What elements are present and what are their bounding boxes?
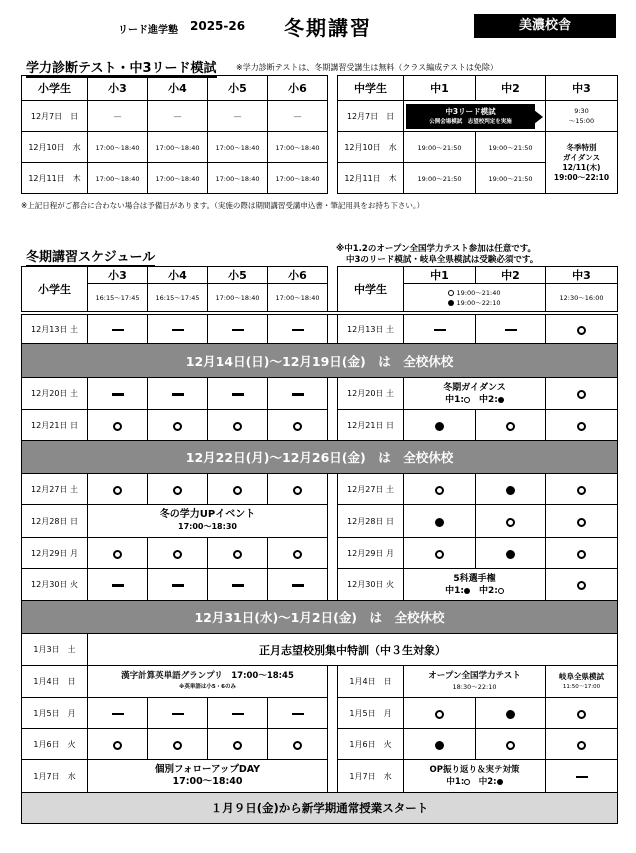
schedule-date: 12月13日 土 [338, 315, 404, 344]
schedule-time-sho3: 16:15～17:45 [88, 284, 148, 312]
closure-banner-2: 12月22日(月)～12月26日(金) は 全校休校 [22, 441, 618, 474]
schedule-date: 12月28日 日 [22, 505, 88, 538]
dash-mark [268, 698, 328, 729]
schedule-date: 1月7日 水 [338, 760, 404, 793]
schedule-grade-sho5: 小5 [208, 267, 268, 284]
schedule-elem-label: 小学生 [22, 267, 88, 312]
test-grade-sho5: 小5 [208, 76, 268, 101]
open-circle-icon [546, 569, 618, 601]
op-review-event: OP振り返り＆実テ対策 中1: 中2: [404, 760, 546, 793]
dash-mark [148, 698, 208, 729]
dash-mark [476, 315, 546, 344]
test-gap [328, 132, 338, 163]
open-circle-icon [546, 505, 618, 538]
open-circle-icon [546, 538, 618, 569]
test-cell: — [208, 101, 268, 132]
guidance-title: 冬季特別 ガイダンス [562, 142, 601, 162]
test-grade-sho3: 小3 [88, 76, 148, 101]
lead-mock-title: 中3リード模試 [445, 106, 496, 116]
test-cell: 17:00～18:40 [208, 163, 268, 194]
schedule-gap [328, 729, 338, 760]
filled-circle-icon [476, 698, 546, 729]
test-grade-sho4: 小4 [148, 76, 208, 101]
open-circle-icon [88, 410, 148, 441]
closure-banner-3: 12月31日(水)～1月2日(金) は 全校休校 [22, 601, 618, 634]
schedule-grade-sho4: 小4 [148, 267, 208, 284]
open-circle-icon [208, 538, 268, 569]
dash-mark [88, 378, 148, 410]
open-circle-icon [546, 410, 618, 441]
test-cell: 17:00～18:40 [88, 132, 148, 163]
open-circle-icon [268, 410, 328, 441]
schedule-gap [328, 378, 338, 410]
schedule-grade-chu1: 中1 [404, 267, 476, 284]
test-section-note: ※学力診断テストは、冬期講習受講生は無料（クラス編成テストは免除） [236, 63, 498, 72]
open-circle-icon [268, 729, 328, 760]
schedule-date: 12月20日 土 [338, 378, 404, 410]
test-elem-label: 小学生 [22, 76, 88, 101]
open-circle-icon [448, 290, 454, 296]
schedule-date: 1月4日 日 [22, 666, 88, 698]
schedule-date: 1月5日 月 [22, 698, 88, 729]
schedule-gap [328, 474, 338, 505]
page-title: 冬期講習 [284, 16, 372, 40]
schedule-date: 1月6日 火 [22, 729, 88, 760]
open-circle-icon [148, 538, 208, 569]
test-gap [328, 163, 338, 194]
dash-mark [88, 569, 148, 601]
closure-banner-1: 12月14日(日)～12月19日(金) は 全校休校 [22, 344, 618, 378]
open-circle-icon [546, 378, 618, 410]
test-cell: — [268, 101, 328, 132]
open-circle-icon [88, 474, 148, 505]
schedule-date: 1月7日 水 [22, 760, 88, 793]
schedule-date: 12月30日 火 [22, 569, 88, 601]
test-date-cell: 12月7日 日 [338, 101, 404, 132]
schedule-grade-chu3: 中3 [546, 267, 618, 284]
dash-mark [268, 569, 328, 601]
open-circle-icon [208, 729, 268, 760]
test-grade-chu1: 中1 [404, 76, 476, 101]
test-cell: 17:00～18:40 [208, 132, 268, 163]
test-footnote: ※上記日程がご都合に合わない場合は予備日があります。（実施の際は期間講習受講申込書・筆記用具をお持ち下さい。） [21, 201, 425, 210]
test-date-cell: 12月7日 日 [22, 101, 88, 132]
schedule-date: 12月20日 土 [22, 378, 88, 410]
dash-mark [208, 378, 268, 410]
schedule-date: 1月3日 土 [22, 634, 88, 666]
open-circle-icon [546, 315, 618, 344]
filled-circle-icon [476, 474, 546, 505]
test-cell: — [148, 101, 208, 132]
schedule-time-chu3: 12:30～16:00 [546, 284, 618, 312]
open-circle-icon [476, 410, 546, 441]
open-circle-icon [546, 474, 618, 505]
schedule-date: 12月21日 日 [22, 410, 88, 441]
open-circle-icon [404, 538, 476, 569]
open-national-test-event: オープン全国学力テスト 18:30～22:10 [404, 666, 546, 698]
test-cell: 19:00～21:50 [476, 132, 546, 163]
test-cell: 19:00～21:50 [404, 163, 476, 194]
dash-mark [268, 378, 328, 410]
schedule-gap [328, 315, 338, 344]
test-gap [328, 76, 338, 101]
test-table [21, 75, 618, 194]
test-grade-sho6: 小6 [268, 76, 328, 101]
guidance-cell [546, 132, 618, 194]
test-cell: 17:00～18:40 [268, 163, 328, 194]
dash-mark [404, 315, 476, 344]
schedule-gap [328, 760, 338, 793]
schedule-gap [328, 666, 338, 698]
open-circle-icon [148, 474, 208, 505]
five-subject-event: 5科選手権 中1: 中2: [404, 569, 546, 601]
open-circle-icon [546, 729, 618, 760]
open-circle-icon [268, 538, 328, 569]
filled-circle-icon [404, 729, 476, 760]
test-date-cell: 12月11日 木 [338, 163, 404, 194]
new-year-special-event: 正月志望校別集中特訓（中３生対象） [88, 634, 618, 666]
schedule-date: 1月5日 月 [338, 698, 404, 729]
open-circle-icon [88, 729, 148, 760]
schedule-date: 1月6日 火 [338, 729, 404, 760]
new-term-start-banner: １月９日(金)から新学期通常授業スタート [22, 793, 618, 824]
kanji-grandprix-event: 漢字計算英単語グランプリ 17:00～18:45 ※英単語は小5・6のみ [88, 666, 328, 698]
gifu-mock-event: 岐阜全県模試 11:50～17:00 [546, 666, 618, 698]
filled-circle-icon [404, 410, 476, 441]
open-circle-icon [88, 538, 148, 569]
filled-circle-icon [448, 300, 454, 306]
dash-mark [148, 378, 208, 410]
open-circle-icon [404, 474, 476, 505]
schedule-note-2: 中3のリード模試・岐阜全県模試は受験必須です。 [346, 255, 539, 265]
dash-mark [208, 569, 268, 601]
open-circle-icon [148, 729, 208, 760]
test-cell: 17:00～18:40 [88, 163, 148, 194]
open-circle-icon [546, 698, 618, 729]
winter-up-event: 冬の学力UPイベント 17:00～18:30 [88, 505, 328, 538]
school-year: 2025-26 [190, 19, 246, 33]
schedule-mid-label: 中学生 [338, 267, 404, 312]
open-circle-icon [208, 474, 268, 505]
dash-mark [88, 698, 148, 729]
test-cell: 19:00～21:50 [404, 132, 476, 163]
dash-mark [88, 315, 148, 344]
test-date-cell: 12月10日 水 [338, 132, 404, 163]
schedule-grade-sho6: 小6 [268, 267, 328, 284]
schedule-gap [328, 569, 338, 601]
test-grade-chu3: 中3 [546, 76, 618, 101]
schedule-time-chu12: 19:00～21:40 19:00～22:10 [404, 284, 546, 312]
lead-mock-cell [404, 101, 546, 132]
dash-mark [148, 569, 208, 601]
schedule-gap [328, 505, 338, 538]
schedule-date: 12月29日 月 [338, 538, 404, 569]
schedule-section-title: 冬期講習スケジュール [26, 246, 155, 267]
schedule-gap [328, 538, 338, 569]
schedule-time-sho5: 17:00～18:40 [208, 284, 268, 312]
schedule-date: 12月28日 日 [338, 505, 404, 538]
test-mid-label: 中学生 [338, 76, 404, 101]
test-section-title: 学力診断テスト・中3リード模試 [26, 57, 217, 78]
schedule-gap [328, 267, 338, 312]
open-circle-icon [208, 410, 268, 441]
schedule-gap [328, 698, 338, 729]
test-cell: 17:00～18:40 [148, 132, 208, 163]
dash-mark [208, 698, 268, 729]
open-circle-icon [476, 729, 546, 760]
test-date-cell: 12月10日 水 [22, 132, 88, 163]
schedule-date: 12月13日 土 [22, 315, 88, 344]
open-circle-icon [476, 505, 546, 538]
guidance-date: 12/11(木) [562, 162, 601, 172]
schedule-date: 12月27日 土 [338, 474, 404, 505]
schedule-note-1: ※中1.2のオープン全国学力テスト参加は任意です。 [336, 244, 537, 254]
dash-mark [148, 315, 208, 344]
schedule-time-sho6: 17:00～18:40 [268, 284, 328, 312]
schedule-gap [328, 410, 338, 441]
schedule-grade-chu2: 中2 [476, 267, 546, 284]
test-cell: 19:00～21:50 [476, 163, 546, 194]
test-cell: 17:00～18:40 [268, 132, 328, 163]
schedule-date: 12月30日 火 [338, 569, 404, 601]
school-name: リード進学塾 [118, 25, 178, 36]
dash-mark [268, 315, 328, 344]
schedule-table [21, 266, 618, 824]
open-circle-icon [404, 698, 476, 729]
filled-circle-icon [404, 505, 476, 538]
schedule-date: 1月4日 日 [338, 666, 404, 698]
lead-mock-sub: 公開会場模試 志望校判定を実施 [429, 118, 512, 125]
test-cell: 17:00～18:40 [148, 163, 208, 194]
open-circle-icon [268, 474, 328, 505]
winter-guidance-event: 冬期ガイダンス 中1: 中2: [404, 378, 546, 410]
follow-up-day-event: 個別フォローアップDAY 17:00～18:40 [88, 760, 328, 793]
schedule-date: 12月21日 日 [338, 410, 404, 441]
filled-circle-icon [476, 538, 546, 569]
test-gap [328, 101, 338, 132]
open-circle-icon [148, 410, 208, 441]
dash-mark [208, 315, 268, 344]
arrow-right-icon [534, 110, 543, 124]
schedule-time-sho4: 16:15～17:45 [148, 284, 208, 312]
test-grade-chu2: 中2 [476, 76, 546, 101]
dash-mark [546, 760, 618, 793]
schedule-grade-sho3: 小3 [88, 267, 148, 284]
lead-mock-time: 9:30 ～15:00 [546, 101, 618, 132]
test-cell: — [88, 101, 148, 132]
schedule-date: 12月27日 土 [22, 474, 88, 505]
guidance-time: 19:00～22:10 [553, 172, 610, 182]
test-date-cell: 12月11日 木 [22, 163, 88, 194]
schedule-date: 12月29日 月 [22, 538, 88, 569]
campus-badge: 美濃校舎 [474, 14, 616, 38]
